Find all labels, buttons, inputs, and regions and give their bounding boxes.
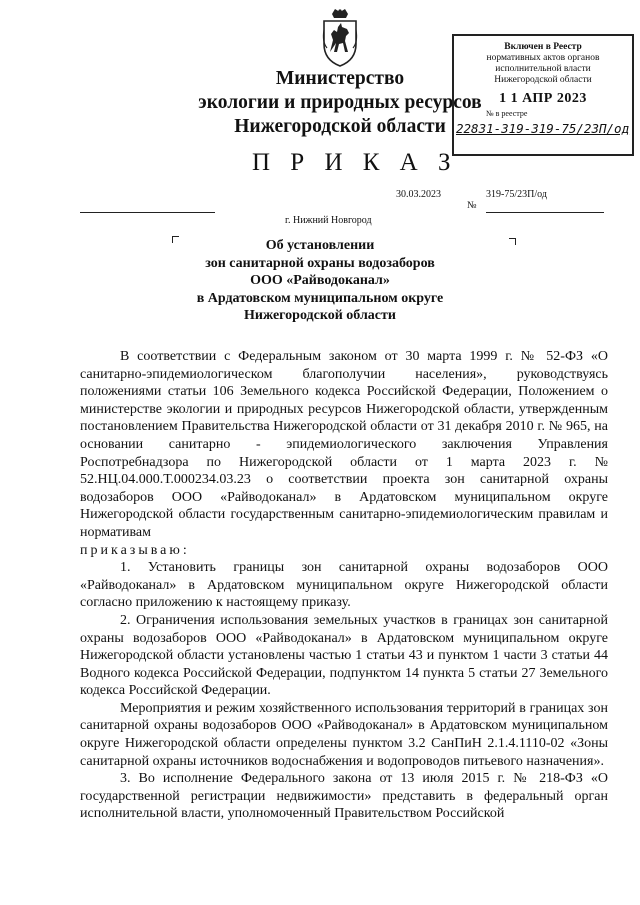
stamp-reg-label: № в реестре <box>486 109 528 118</box>
body-paragraph-2: 2. Ограничения использования земельных участков в границах зон санитарной охраны водозаборов ООО «Райводоканал» в Ардатовском муниципальном округе Нижегородской области установлены частью 1 статьи 43 и пунктом 1 части 3 статьи 44 Водного кодекса Российской Федерации, подпунктом 14 пункта 5 статьи 27 Земельного кодекса Российской Федерации. <box>80 612 608 699</box>
body-paragraph-1: 1. Установить границы зон санитарной охраны водозаборов ООО «Райводоканал» в Ардатовском муниципальном округе Нижегородской области согласно приложению к настоящему приказу. <box>80 560 608 611</box>
registry-stamp <box>452 34 634 156</box>
title-corner-left <box>172 236 179 243</box>
stamp-reg-number: 22831-319-319-75/23П/од <box>456 121 630 136</box>
title-line-3: ООО «Райводоканал» <box>250 273 390 288</box>
city: г. Нижний Новгород <box>285 215 372 226</box>
ministry-line-1: Министерство <box>275 68 405 89</box>
title-line-2: зон санитарной охраны водозаборов <box>205 255 435 271</box>
body-paragraph-3: 3. Во исполнение Федерального закона от 13 июля 2015 г. № 218-ФЗ «О государственной регистрации недвижимости» представить в федеральный орган исполнительной власти, уполномоченный Правительством Российской <box>80 771 608 822</box>
title-line-5: Нижегородской области <box>244 308 396 323</box>
title-line-4: в Ардатовском муниципальном округе <box>196 290 444 306</box>
title-corner-right <box>509 238 516 245</box>
document-date: 30.03.2023 <box>396 189 441 200</box>
date-underline <box>80 212 215 213</box>
ministry-line-2: экологии и природных ресурсов <box>198 92 482 113</box>
number-label: № <box>467 200 477 211</box>
document-body <box>80 348 608 823</box>
stamp-date: 1 1 АПР 2023 <box>499 91 587 106</box>
body-paragraph-preamble: В соответствии с Федеральным законом от 30 марта 1999 г. № 52-ФЗ «О санитарно-эпидемиологическом благополучии населения», руководствуясь положениями статьи 106 Земельного кодекса Российской Федерации, Положением о министерстве экологии и природных ресурсов Нижегородской области, утвержденным постановлением Правительства Нижегородской области от 31 декабря 2010 г. № 965, на основании санитарно - эпидемиологического заключения Управления Роспотребнадзора по Нижегородской области от 1 марта 2023 г. № 52.НЦ.04.000.Т.000234.03.23 о соответствии проекта зон санитарной охраны водозаборов ООО «Райводоканал» в Ардатовском муниципальном округе Нижегородской области государственным санитарно-эпидемиологическим правилам и нормативам <box>80 349 608 540</box>
stamp-line-2: нормативных актов органов <box>486 53 600 63</box>
ministry-line-3: Нижегородской области <box>234 116 446 137</box>
number-underline <box>486 212 604 213</box>
body-prikazyvayu: приказываю: <box>80 542 190 558</box>
stamp-line-1: Включен в Реестр <box>504 42 582 52</box>
document-type: П Р И К А З <box>252 149 458 176</box>
document-number: 319-75/23П/од <box>486 189 547 200</box>
ministry-name <box>190 67 490 139</box>
title-line-1: Об установлении <box>265 238 375 253</box>
body-paragraph-2-cont: Мероприятия и режим хозяйственного использования территорий в границах зон санитарной охраны водозаборов ООО «Райводоканал» в Ардатовском муниципальном округе Нижегородской области определены пунктом 3.2 СанПиН 2.1.4.1110-02 «Зоны санитарной охраны источников водоснабжения и водопроводов питьевого назначения». <box>80 700 608 769</box>
stamp-line-4: Нижегородской области <box>494 75 592 85</box>
coat-of-arms-icon <box>318 8 362 68</box>
document-title <box>190 237 450 325</box>
stamp-line-3: исполнительной власти <box>495 64 591 74</box>
